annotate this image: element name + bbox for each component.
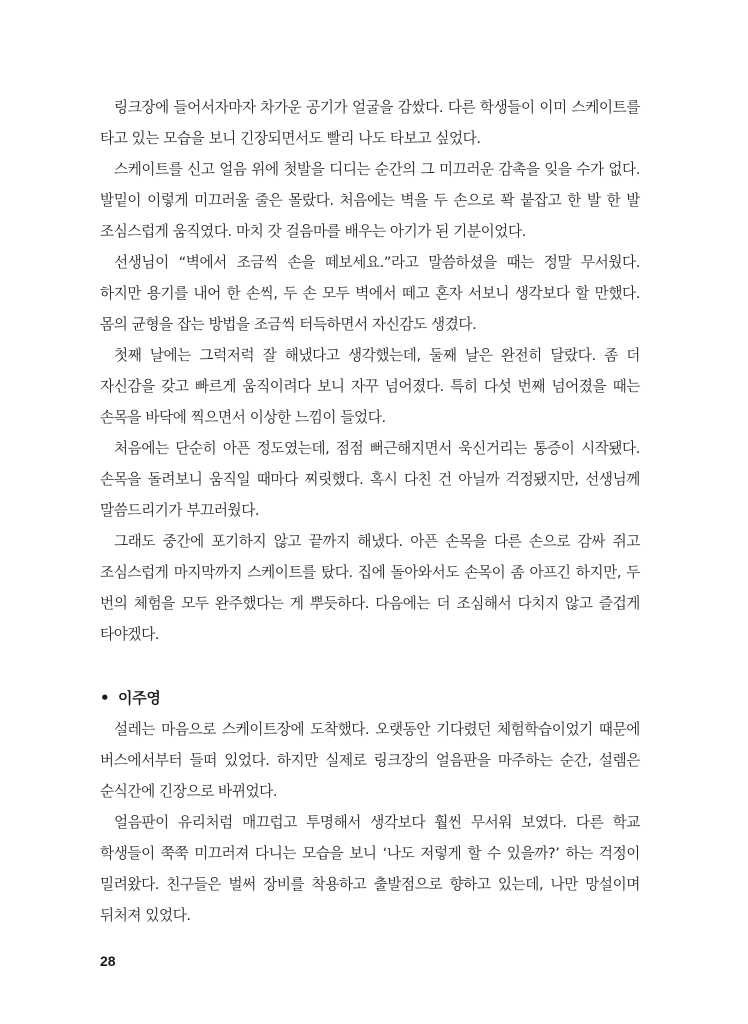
- paragraph: 설레는 마음으로 스케이트장에 도착했다. 오랫동안 기다렸던 체험학습이었기 때문에 버스에서부터 들떠 있었다. 하지만 실제로 링크장의 얼음판을 마주하는 순간, 설렘은 순식간에 긴장으로 바뀌었다.: [100, 721, 640, 800]
- page-body: [100, 92, 640, 931]
- bullet-icon: •: [100, 689, 110, 707]
- paragraph: 스케이트를 신고 얼음 위에 첫발을 디디는 순간의 그 미끄러운 감촉을 잊을 수가 없다. 발밑이 이렇게 미끄러울 줄은 몰랐다. 처음에는 벽을 두 손으로 꽉 붙잡고 한 발 한 발 조심스럽게 움직였다. 마치 갓 걸음마를 배우는 아기가 된 기분이었다.: [100, 161, 640, 240]
- author-name: 이주영: [118, 689, 161, 707]
- paragraph: 얼음판이 유리처럼 매끄럽고 투명해서 생각보다 훨씬 무서워 보였다. 다른 학교 학생들이 쭉쭉 미끄러져 다니는 모습을 보니 ‘나도 저렇게 할 수 있을까?’ 하는 걱정이 밀려왔다. 친구들은 벌써 장비를 착용하고 출발점으로 향하고 있는데, 나만 망설이며 뒤처져 있었다.: [100, 814, 640, 924]
- author-heading: [100, 683, 640, 714]
- paragraph: 링크장에 들어서자마자 차가운 공기가 얼굴을 감쌌다. 다른 학생들이 이미 스케이트를 타고 있는 모습을 보니 긴장되면서도 빨리 나도 타보고 싶었다.: [100, 99, 640, 147]
- paragraph: 그래도 중간에 포기하지 않고 끝까지 해냈다. 아픈 손목을 다른 손으로 감싸 쥐고 조심스럽게 마지막까지 스케이트를 탔다. 집에 돌아와서도 손목이 좀 아프긴 하지만, 두 번의 체험을 모두 완주했다는 게 뿌듯하다. 다음에는 더 조심해서 다치지 않고 즐겁게 타야겠다.: [100, 533, 640, 643]
- paragraph: 첫째 날에는 그럭저럭 잘 해냈다고 생각했는데, 둘째 날은 완전히 달랐다. 좀 더 자신감을 갖고 빠르게 움직이려다 보니 자꾸 넘어졌다. 특히 다섯 번째 넘어졌을 때는 손목을 바닥에 찍으면서 이상한 느낌이 들었다.: [100, 347, 640, 426]
- page-number: 28: [100, 953, 116, 969]
- paragraph: 처음에는 단순히 아픈 정도였는데, 점점 뻐근해지면서 욱신거리는 통증이 시작됐다. 손목을 돌려보니 움직일 때마다 찌릿했다. 혹시 다친 건 아닐까 걱정됐지만, 선생님께 말씀드리기가 부끄러웠다.: [100, 440, 640, 519]
- paragraph: 선생님이 “벽에서 조금씩 손을 떼보세요.”라고 말씀하셨을 때는 정말 무서웠다. 하지만 용기를 내어 한 손씩, 두 손 모두 벽에서 떼고 혼자 서보니 생각보다 할 만했다. 몸의 균형을 잡는 방법을 조금씩 터득하면서 자신감도 생겼다.: [100, 254, 640, 333]
